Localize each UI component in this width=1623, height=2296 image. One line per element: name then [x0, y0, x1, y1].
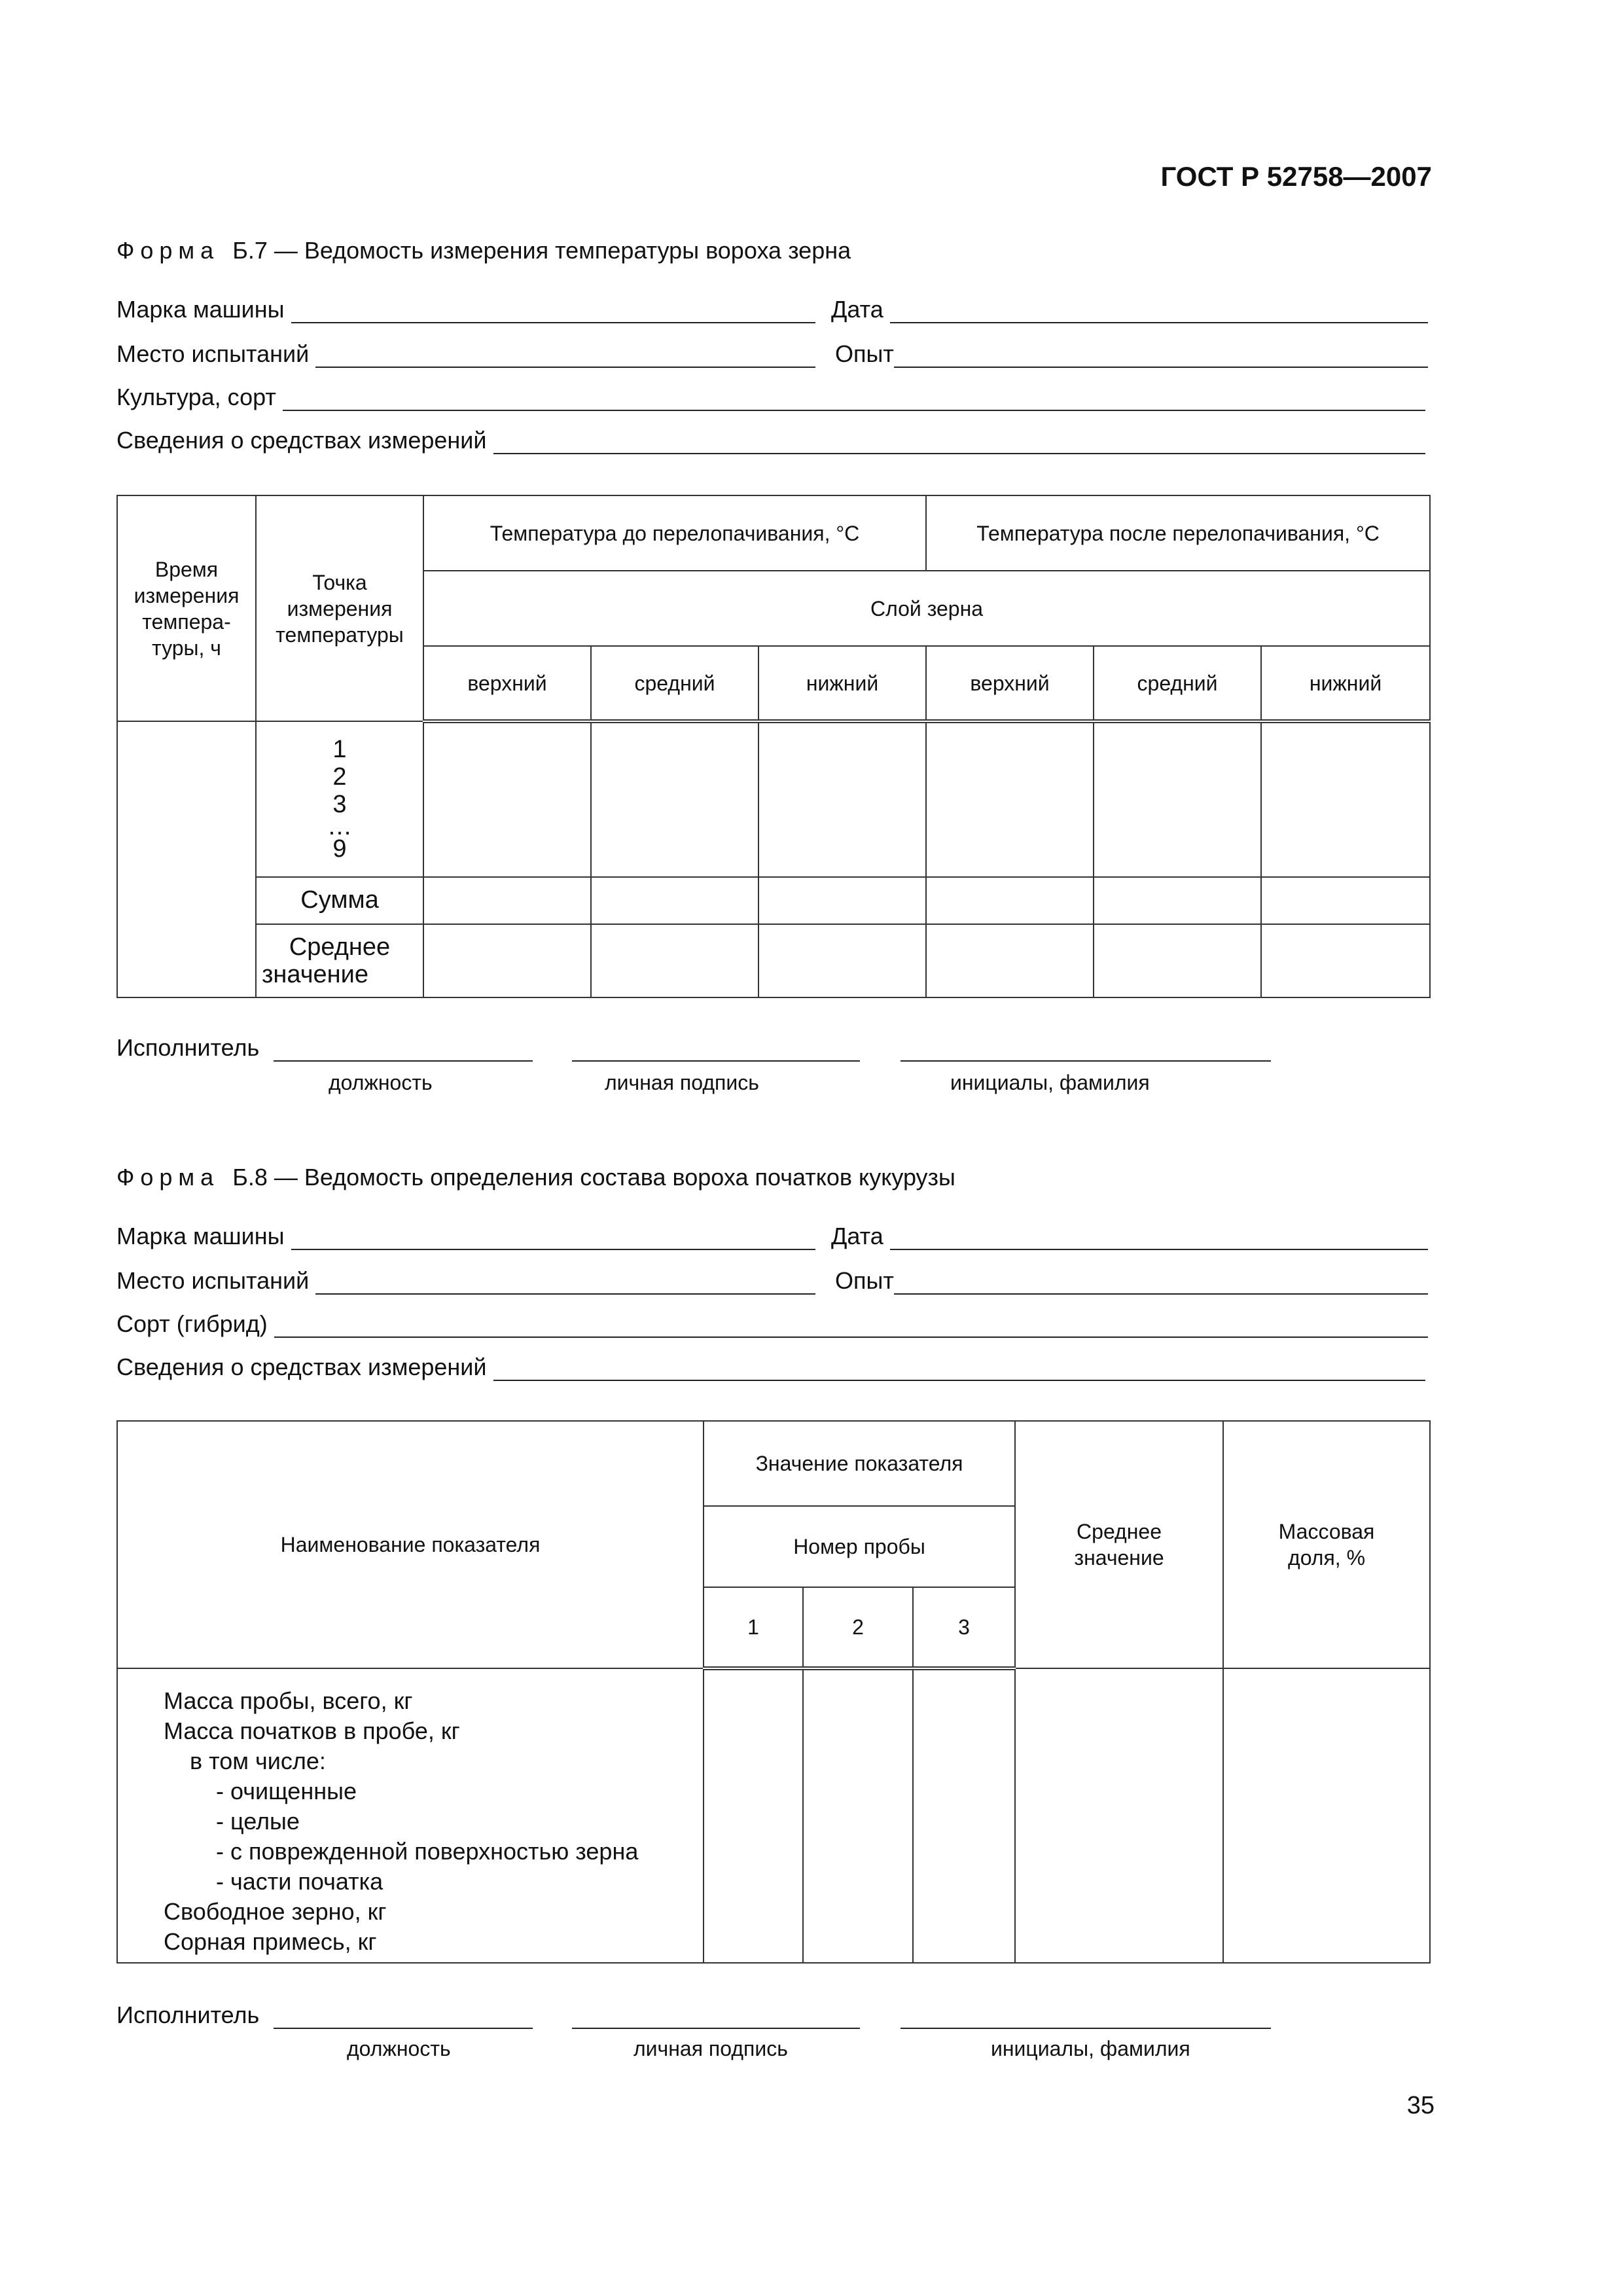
b7-sum-cell[interactable] [1094, 877, 1261, 924]
b7-name-caption: инициалы, фамилия [950, 1071, 1150, 1094]
b8-experiment-field[interactable] [835, 1267, 1428, 1295]
b7-position-caption: должность [329, 1071, 433, 1094]
b8-date-field[interactable] [831, 1223, 1428, 1250]
b7-sum-cell[interactable] [758, 877, 926, 924]
b8-data-cell[interactable] [1015, 1668, 1223, 1963]
b7-point: 9 [332, 835, 347, 863]
b7-experiment-label: Опыт [835, 340, 894, 367]
form-b8-title [116, 1164, 955, 1191]
b8-variety-line[interactable] [274, 1313, 1428, 1338]
b8-mean-header: Среднее значение [1015, 1421, 1223, 1668]
b7-sign-caption: личная подпись [605, 1071, 759, 1094]
b7-culture-line[interactable] [283, 386, 1425, 411]
b8-position-line[interactable] [274, 2026, 533, 2029]
b7-place-line[interactable] [315, 343, 815, 368]
b8-experiment-line[interactable] [894, 1270, 1428, 1295]
b7-sum-cell[interactable] [591, 877, 758, 924]
b7-mean-cell[interactable] [926, 924, 1094, 997]
b8-variety-field[interactable] [116, 1310, 1428, 1338]
standard-header: ГОСТ Р 52758—2007 [1160, 161, 1432, 192]
b7-sum-cell[interactable] [423, 877, 591, 924]
b7-point: … [327, 813, 352, 840]
b7-point: 1 [332, 736, 347, 763]
form-b7-title [116, 237, 851, 264]
form-b7-title-rest: Б.7 — Ведомость измерения температуры вороха зерна [232, 237, 851, 264]
b7-culture-label: Культура, сорт [116, 384, 276, 410]
b7-place-label: Место испытаний [116, 340, 310, 367]
list-item: - части початка [216, 1868, 383, 1895]
b7-experiment-line[interactable] [894, 343, 1428, 368]
b8-sample-3-header: 3 [913, 1587, 1015, 1668]
b7-place-field[interactable] [116, 340, 815, 368]
b7-machine-field[interactable] [116, 296, 815, 323]
form-b8-title-rest: Б.8 — Ведомость определения состава вороха початков кукурузы [232, 1164, 955, 1191]
b7-position-line[interactable] [274, 1059, 533, 1062]
b7-mean-label-2: значение [262, 961, 368, 988]
b7-layer-middle-after: средний [1094, 646, 1261, 721]
b7-temp-before-header: Температура до перелопачивания, °С [423, 495, 926, 571]
b8-name-line[interactable] [901, 2026, 1271, 2029]
b8-position-caption: должность [347, 2037, 451, 2060]
b7-points-cell [256, 721, 423, 877]
page-number: 35 [1406, 2092, 1435, 2119]
b8-name-caption: инициалы, фамилия [991, 2037, 1190, 2060]
b7-layer-header: Слой зерна [423, 571, 1430, 646]
b8-col-name-header: Наименование показателя [117, 1421, 704, 1668]
b8-composition-table [116, 1420, 1431, 1964]
b7-data-cell[interactable] [423, 721, 591, 877]
b8-sample-no-header: Номер пробы [704, 1506, 1015, 1587]
b7-col-point-header: Точка измерения температуры [256, 495, 423, 721]
b8-sign-line[interactable] [572, 2026, 860, 2029]
b8-data-cell[interactable] [1223, 1668, 1430, 1963]
b7-data-cell[interactable] [591, 721, 758, 877]
b8-value-header: Значение показателя [704, 1421, 1015, 1506]
b8-instruments-line[interactable] [493, 1356, 1425, 1381]
b7-instruments-field[interactable] [116, 427, 1425, 454]
b7-time-cell[interactable] [117, 721, 256, 997]
b7-layer-upper-after: верхний [926, 646, 1094, 721]
b7-mean-cell[interactable] [1261, 924, 1430, 997]
b8-sample-2-header: 2 [803, 1587, 913, 1668]
list-item: - очищенные [216, 1778, 357, 1804]
list-item: Масса пробы, всего, кг [164, 1687, 413, 1714]
b8-executor-label: Исполнитель [116, 2001, 260, 2028]
b7-layer-middle-before: средний [591, 646, 758, 721]
b7-layer-lower-before: нижний [758, 646, 926, 721]
b8-instruments-field[interactable] [116, 1354, 1425, 1381]
b7-date-label: Дата [831, 296, 883, 323]
b7-point: 2 [332, 763, 347, 791]
b8-date-line[interactable] [890, 1225, 1428, 1250]
b8-experiment-label: Опыт [835, 1267, 894, 1294]
b8-place-field[interactable] [116, 1267, 815, 1295]
b7-sum-cell[interactable] [1261, 877, 1430, 924]
form-b7-title-word: Форма [116, 237, 220, 264]
b7-instruments-label: Сведения о средствах измерений [116, 427, 487, 454]
b8-machine-line[interactable] [291, 1225, 815, 1250]
b7-mean-cell[interactable] [1094, 924, 1261, 997]
b7-col-time-header: Время измерения темпера-туры, ч [117, 495, 256, 721]
b8-instruments-label: Сведения о средствах измерений [116, 1354, 487, 1380]
b8-date-label: Дата [831, 1223, 883, 1249]
b7-data-cell[interactable] [1261, 721, 1430, 877]
b7-mean-label [256, 924, 423, 997]
list-item: - с поврежденной поверхностью зерна [216, 1838, 639, 1865]
b8-variety-label: Сорт (гибрид) [116, 1310, 268, 1337]
b7-temperature-table [116, 495, 1431, 998]
b7-data-cell[interactable] [758, 721, 926, 877]
list-item: Масса початков в пробе, кг [164, 1717, 460, 1744]
b8-data-cell[interactable] [913, 1668, 1015, 1963]
b8-place-line[interactable] [315, 1270, 815, 1295]
list-item: Свободное зерно, кг [164, 1898, 387, 1925]
b7-machine-label: Марка машины [116, 296, 285, 323]
b7-mean-cell[interactable] [423, 924, 591, 997]
b8-sign-caption: личная подпись [633, 2037, 788, 2060]
b7-mean-label-1: Среднее [289, 933, 391, 961]
b8-indicator-list [117, 1668, 704, 1963]
list-item: Сорная примесь, кг [164, 1928, 377, 1955]
b7-point: 3 [332, 791, 347, 818]
b7-sign-line[interactable] [572, 1059, 860, 1062]
b8-data-cell[interactable] [803, 1668, 913, 1963]
b7-name-line[interactable] [901, 1059, 1271, 1062]
list-item: в том числе: [190, 1748, 326, 1774]
b8-machine-field[interactable] [116, 1223, 815, 1250]
b7-data-cell[interactable] [1094, 721, 1261, 877]
b7-sum-label: Сумма [256, 877, 423, 924]
b7-mean-cell[interactable] [591, 924, 758, 997]
b7-machine-line[interactable] [291, 298, 815, 323]
b8-sample-1-header: 1 [704, 1587, 803, 1668]
b7-mean-cell[interactable] [758, 924, 926, 997]
b7-instruments-line[interactable] [493, 429, 1425, 454]
list-item: - целые [216, 1808, 300, 1835]
b7-layer-upper-before: верхний [423, 646, 591, 721]
b7-data-cell[interactable] [926, 721, 1094, 877]
b8-data-cell[interactable] [704, 1668, 803, 1963]
b8-place-label: Место испытаний [116, 1267, 310, 1294]
b7-date-line[interactable] [890, 298, 1428, 323]
b7-culture-field[interactable] [116, 384, 1425, 411]
b8-machine-label: Марка машины [116, 1223, 285, 1249]
b7-date-field[interactable] [831, 296, 1428, 323]
b7-temp-after-header: Температура после перелопачивания, °С [926, 495, 1430, 571]
b7-layer-lower-after: нижний [1261, 646, 1430, 721]
b8-mass-share-header: Массовая доля, % [1223, 1421, 1430, 1668]
b7-experiment-field[interactable] [835, 340, 1428, 368]
b7-sum-cell[interactable] [926, 877, 1094, 924]
b7-executor-label: Исполнитель [116, 1034, 260, 1061]
form-b8-title-word: Форма [116, 1164, 220, 1191]
